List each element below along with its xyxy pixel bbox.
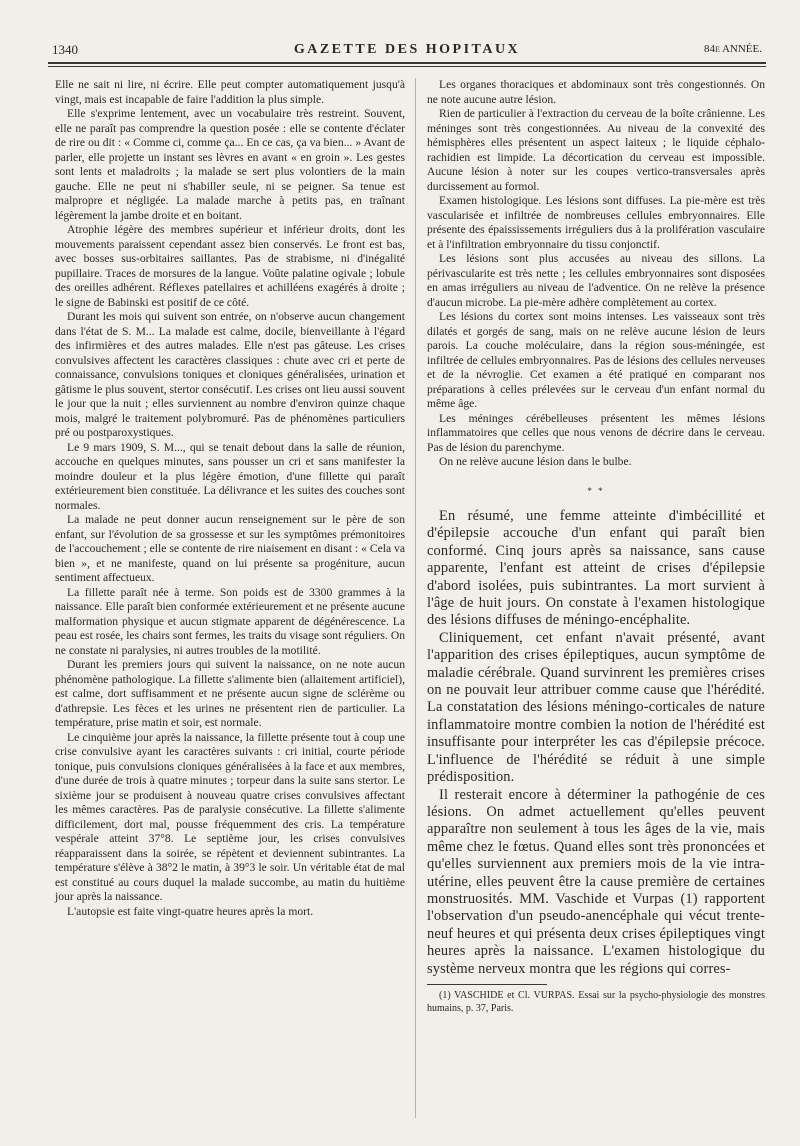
right-column (427, 78, 765, 1015)
paragraph: La malade ne peut donner aucun renseignement sur le père de son enfant, sur l'évolution de sa grossesse et sur les symptômes prémonitoires de l'accouchement ; elle se contente de rire niaisement en disant : « Cela va bien », et ne manifeste, quand on lui présente sa progéniture, aucun sentiment affectueux. (55, 513, 405, 584)
journal-title: GAZETTE DES HOPITAUX (293, 42, 521, 57)
left-column (55, 78, 405, 919)
paragraph: Durant les mois qui suivent son entrée, on n'observe aucun changement dans l'état de S. M... La malade est calme, docile, bienveillante à l'égard des infirmières et des autres malades. Elle n'est pas gâteuse. Les crises convulsives affectent les caractères classiques : chute avec cri et perte de connaissance, convulsions toniques et cloniques généralisées, urination et gâtisme le plus souvent, stertor consécutif. Les crises ont lieu aussi souvent le jour que la nuit ; elles surviennent au nombre d'environ quinze chaque mois, malgré le traitement polybromuré. Pas de phénomènes particuliers pré ou postparoxystiques. (55, 310, 405, 439)
summary-paragraph: En résumé, une femme atteinte d'imbécillité et d'épilepsie accouche d'un enfant qui paraît bien conformé. Cinq jours après sa naissance, sans cause apparente, l'enfant est atteint de crises d'épilepsie d'abord isolées, puis subintrantes. La mort survient à l'âge de huit jours. On constate à l'examen histologique des lésions diffuses de méningo-encéphalite. (427, 508, 765, 629)
year-label: 84e ANNÉE. (703, 43, 762, 55)
paragraph: Le cinquième jour après la naissance, la fillette présente tout à coup une crise convulsive ayant les caractères suivants : cri initial, courte période tonique, puis convulsions cloniques généralisées à la face et aux membres, d'une durée de trois à quatre minutes ; torpeur dans la suite sans stertor. Le sixième jour se produisent à nouveau quatre crises convulsives affectant les mêmes caractères. Pas de paralysie consécutive. La fillette s'alimente difficilement, dort mal, pousse fréquemment des cris. La température vespérale atteint 37°8. Le septième jour, les crises convulsives réapparaissent dans la soirée, se répètent et deviennent subintrantes. La température s'élève à 38°2 le matin, à 39°3 le soir. Un véritable état de mal est constitué au cours duquel la malade succombe, au matin du huitième jour après la naissance. (55, 730, 405, 903)
page-number: 1340 (52, 42, 78, 57)
summary-paragraph: Il resterait encore à déterminer la pathogénie de ces lésions. On admet actuellement qu'elles peuvent apparaître non seulement à tous les âges de la vie, mais même chez le fœtus. Quand elles sont très prononcées et qu'elles surviennent aux premiers mois de la vie intra-utérine, elles peuvent être la cause première de certaines monstruosités. MM. Vaschide et Vurpas (1) rapportent l'observation d'un pseudo-anencéphale qui vécut trente-neuf heures et qui présenta deux crises épileptiques vingt heures après la naissance. L'examen histologique du système nerveux montra que les régions qui corres- (427, 786, 765, 977)
paragraph: Les lésions sont plus accusées au niveau des sillons. La périvascularite est très nette ; les cellules embryonnaires sont disposées en amas irréguliers au niveau de l'adventice. On ne relève la présence d'aucun microbe. La pie-mère adhère complètement au cortex. (427, 252, 765, 309)
paragraph: Examen histologique. Les lésions sont diffuses. La pie-mère est très vascularisée et infiltrée de nombreuses cellules embryonnaires. Elle présente des épaississements irréguliers dus à la prolifération vasculaire et à l'infiltration embryonnaire du tissu conjonctif. (427, 194, 765, 251)
paragraph: Les organes thoraciques et abdominaux sont très congestionnés. On ne note aucune autre lésion. (427, 78, 765, 106)
header-rule-thick (48, 62, 766, 64)
paragraph: Le 9 mars 1909, S. M..., qui se tenait debout dans la salle de réunion, accouche en quelques minutes, sans pousser un cri et sans manifester la moindre douleur et la plus légère émotion, d'une fillette qui paraît extérieurement bien constituée. La délivrance et les suites des couches sont normales. (55, 440, 405, 512)
paragraph: La fillette paraît née à terme. Son poids est de 3300 grammes à la naissance. Elle paraît bien conformée extérieurement et ne présente aucune malformation physique et aucun stigmate apparent de dégénérescence. La peau est rosée, les chairs sont fermes, les traits du visage sont réguliers. On ne constate ni paralysies, ni autres troubles de la motilité. (55, 585, 405, 657)
section-separator: * * (587, 485, 605, 496)
paragraph: Elle ne sait ni lire, ni écrire. Elle peut compter automatiquement jusqu'à vingt, mais est incapable de faire l'addition la plus simple. (55, 78, 405, 106)
paragraph: On ne relève aucune lésion dans le bulbe. (439, 455, 632, 468)
header-rule-thin (48, 66, 766, 67)
paragraph: Durant les premiers jours qui suivent la naissance, on ne note aucun phénomène pathologique. La fillette s'alimente bien (allaitement artificiel), est calme, dort suffisamment et ne présente aucun signe de sclérème ou d'athrepsie. Les fèces et les urines ne présentent rien de particulier. La température, prise matin et soir, est normale. (55, 658, 405, 729)
page-header (52, 40, 762, 60)
paragraph: Elle s'exprime lentement, avec un vocabulaire très restreint. Souvent, elle ne paraît pas comprendre la question posée : elle se contente d'éclater de rire ou dit : « Comme ci, comme ça... En ce cas, ça va bien... » Avant de parler, elle projette un instant ses lèvres en avant « en groin ». Les gestes sont lents et maladroits ; la malade se sert plus volontiers de la main gauche. Elle ne peut ni s'habiller seule, ni se peigner. Sa tenue est malpropre et négligée. La malade marche à petits pas, en traînant légèrement la jambe droite et en boitant. (55, 107, 405, 222)
paragraph: Les lésions du cortex sont moins intenses. Les vaisseaux sont très dilatés et gorgés de sang, mais on ne relève aucune lésion de leurs parois. La couche moléculaire, dans la région sous-méningée, est infiltrée de cellules embryonnaires. Pas de lésions des cellules nerveuses et de la névroglie. Cet examen a été pratiqué en comparant nos préparations à celles prélevées sur le cerveau d'un enfant normal du même âge. (427, 310, 765, 410)
footnote-rule (427, 984, 547, 985)
column-divider (415, 78, 416, 1118)
paragraph: Rien de particulier à l'extraction du cerveau de la boîte crânienne. Les méninges sont très congestionnées. Au niveau de la convexité des hémisphères elles présentent un aspect laiteux ; le liquide céphalo-rachidien est limpide. La décortication du cerveau est impossible. Aucune lésion à noter sur les coupes vertico-transversales après durcissement au formol. (427, 107, 765, 193)
summary-section (427, 508, 765, 978)
paragraph: Atrophie légère des membres supérieur et inférieur droits, dont les mouvements paraissent cependant assez bien conservés. Le front est bas, avec bosses sus-orbitaires saillantes. Pas de strabisme, ni d'inégalité pupillaire. Traces de morsures de la langue. Voûte palatine ogivale ; lobule des oreilles adhérent. Réflexes patellaires et achilléens exagérés à droite ; le signe de Babinski est positif de ce côté. (55, 223, 405, 309)
footnote: (1) VASCHIDE et Cl. VURPAS. Essai sur la psycho-physiologie des monstres humains, p. 37, Paris. (427, 989, 765, 1014)
summary-paragraph: Cliniquement, cet enfant n'avait présenté, avant l'apparition des crises épileptiques, aucun symptôme de maladie cérébrale. Quand survinrent les premières crises on ne pouvait leur attribuer comme cause que l'hérédité. La constatation des lésions méningo-corticales de nature inflammatoire montre combien la notion de l'hérédité est insuffisante pour interpréter les cas d'épilepsie précoce. L'influence de l'hérédité se réduit à une simple prédisposition. (427, 629, 765, 786)
paragraph: Les méninges cérébelleuses présentent les mêmes lésions inflammatoires que celles que nous venons de décrire dans le cerveau. Pas de lésion du parenchyme. (427, 411, 765, 454)
paragraph: L'autopsie est faite vingt-quatre heures après la mort. (67, 904, 314, 918)
